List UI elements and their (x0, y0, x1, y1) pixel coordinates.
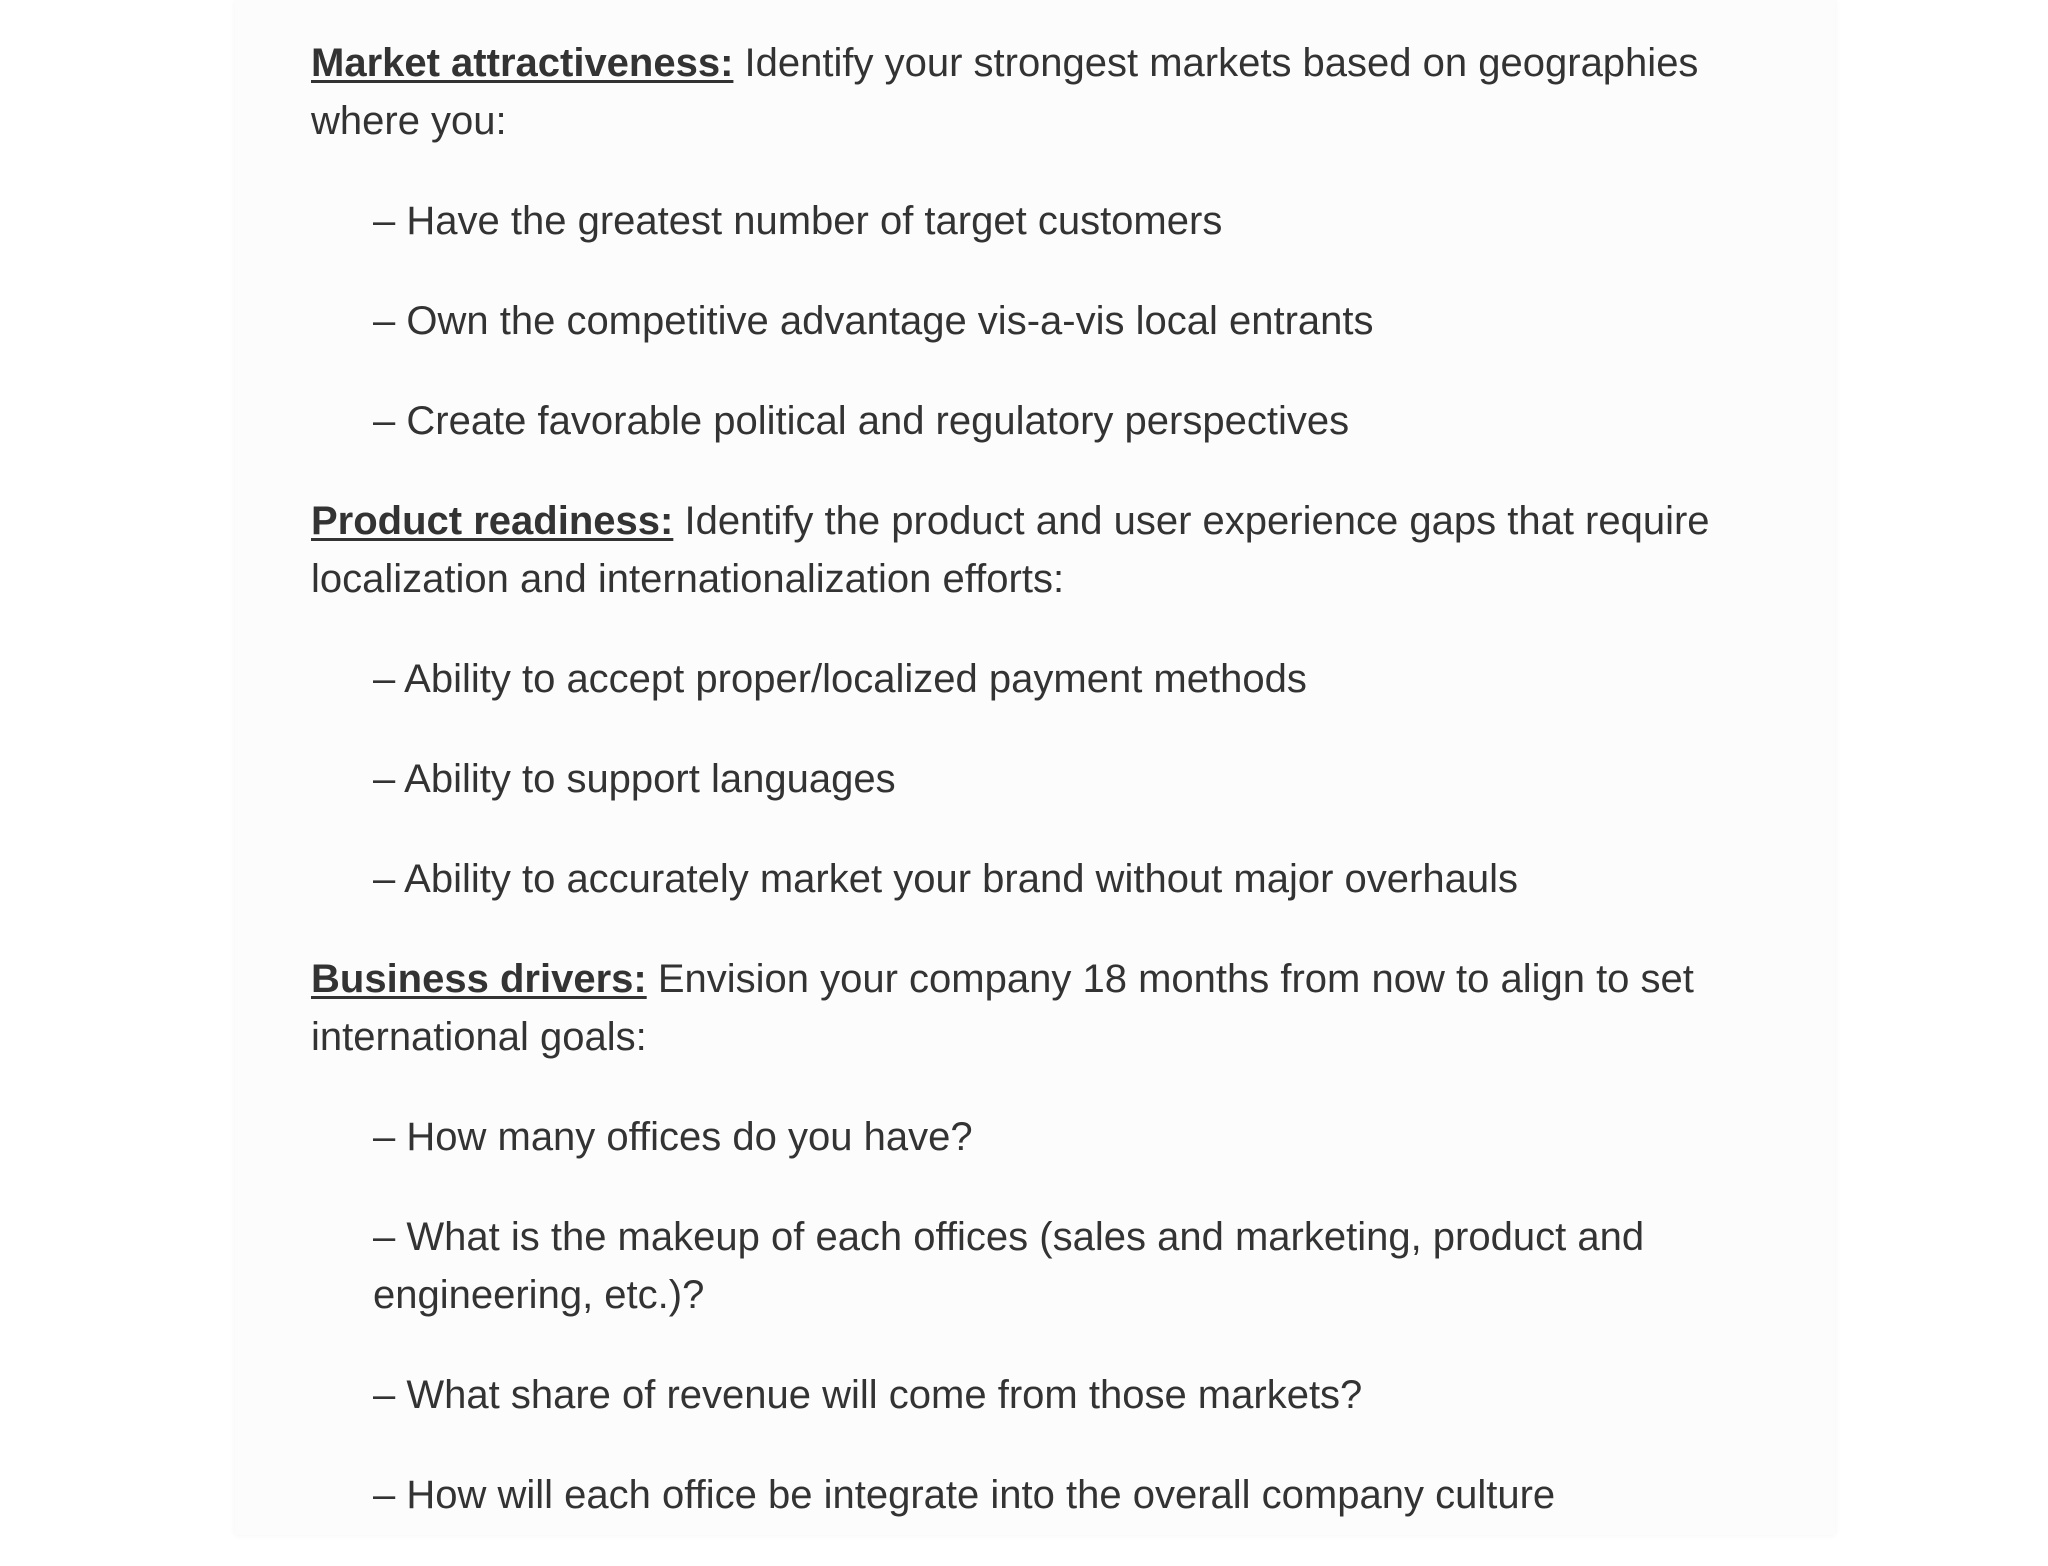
list-item: – Ability to accurately market your brand without major overhauls (373, 857, 1518, 901)
section-intro-text: Identify your strongest markets based on geographies where you: (311, 41, 1699, 143)
bullet-list (373, 192, 1791, 450)
list-item: – Ability to support languages (373, 757, 896, 801)
list-item: – Create favorable political and regulatory perspectives (373, 399, 1350, 443)
document-page (235, 0, 1835, 1535)
list-item: – How will each office be integrate into the overall company culture (373, 1473, 1556, 1517)
section-business-drivers (311, 950, 1791, 1066)
list-item: – What share of revenue will come from those markets? (373, 1373, 1363, 1417)
bullet-list (373, 650, 1791, 908)
section-product-readiness (311, 492, 1791, 608)
section-heading: Product readiness: (311, 499, 674, 543)
section-intro-text: Envision your company 18 months from now to align to set international goals: (311, 957, 1694, 1059)
document-content (311, 34, 1791, 1566)
section-market-attractiveness (311, 34, 1791, 150)
section-heading: Business drivers: (311, 957, 647, 1001)
list-item: – Have the greatest number of target customers (373, 199, 1223, 243)
section-intro-text: Identify the product and user experience gaps that require localization and internationalization efforts: (311, 499, 1710, 601)
bullet-list (373, 1108, 1791, 1524)
list-item: – What is the makeup of each offices (sales and marketing, product and engineering, etc.)? (373, 1215, 1645, 1317)
list-item: – How many offices do you have? (373, 1115, 973, 1159)
section-heading: Market attractiveness: (311, 41, 734, 85)
list-item: – Own the competitive advantage vis-a-vis local entrants (373, 299, 1374, 343)
list-item: – Ability to accept proper/localized payment methods (373, 657, 1307, 701)
